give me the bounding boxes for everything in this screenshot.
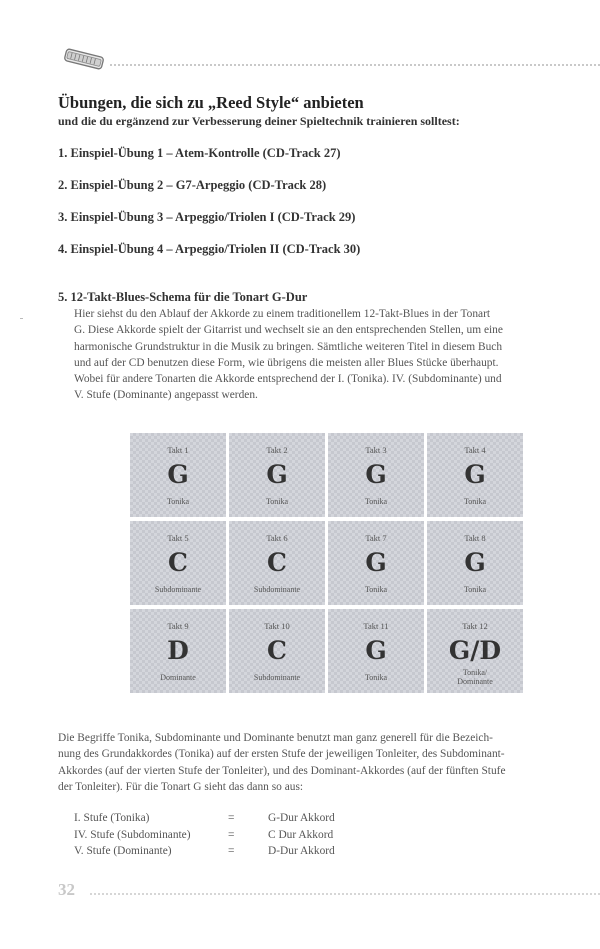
equals-sign: = bbox=[228, 812, 235, 824]
body-line: G. Diese Akkorde spielt der Gitarrist und wechselt sie an den entsprechenden Stellen, um eine bbox=[74, 324, 503, 337]
takt-label: Takt 2 bbox=[266, 445, 288, 455]
chord-function-line: Tonika/ bbox=[462, 668, 488, 677]
blues-chord-grid bbox=[130, 433, 525, 695]
exercise-item: 4. Einspiel-Übung 4 – Arpeggio/Triolen II (CD-Track 30) bbox=[58, 242, 361, 256]
body-line: harmonische Grundstruktur in die Musik zu bringen. Sämtliche weiteren Titel in diesem Buch bbox=[74, 340, 503, 353]
body-line: und auf der CD benutzen diese Form, wie übrigens die meisten aller Blues Stücke überhaupt. bbox=[74, 356, 499, 369]
chord-function: Tonika bbox=[265, 497, 289, 506]
chord-name: D bbox=[167, 636, 189, 665]
paragraph-line: der Tonleiter). Für die Tonart G sieht das dann so aus: bbox=[58, 780, 304, 793]
chord-name: G bbox=[464, 548, 486, 577]
chord-cell bbox=[130, 609, 226, 693]
chord-name: C bbox=[267, 636, 287, 665]
chord-function: Tonika bbox=[463, 497, 487, 506]
chord-cell bbox=[229, 433, 325, 517]
harmonica-icon bbox=[62, 48, 106, 70]
chord-function: Subdominante bbox=[154, 585, 202, 594]
takt-label: Takt 12 bbox=[462, 621, 488, 631]
stufe-chord: G-Dur Akkord bbox=[268, 812, 335, 824]
chord-cell bbox=[328, 433, 424, 517]
stufe-chord: C Dur Akkord bbox=[268, 828, 334, 841]
takt-label: Takt 7 bbox=[365, 533, 387, 543]
chord-cell bbox=[427, 433, 523, 517]
takt-label: Takt 11 bbox=[363, 621, 389, 631]
takt-label: Takt 5 bbox=[167, 533, 189, 543]
chord-function bbox=[427, 668, 523, 686]
chord-name: C bbox=[267, 548, 287, 577]
paragraph-line: Die Begriffe Tonika, Subdominante und Dominante benutzt man ganz generell für die Bezeich- bbox=[58, 732, 493, 744]
header-divider bbox=[110, 64, 600, 66]
stufe-label: I. Stufe (Tonika) bbox=[74, 812, 150, 824]
chord-function: Dominante bbox=[160, 673, 196, 682]
stufe-label: V. Stufe (Dominante) bbox=[74, 845, 172, 857]
chord-function: Subdominante bbox=[253, 673, 301, 682]
chord-name: G bbox=[464, 460, 486, 489]
stufe-label: IV. Stufe (Subdominante) bbox=[74, 828, 191, 841]
chord-name: G/D bbox=[448, 636, 502, 665]
takt-label: Takt 10 bbox=[264, 621, 290, 631]
equals-sign: = bbox=[228, 845, 235, 857]
chord-cell bbox=[229, 521, 325, 605]
chord-cell bbox=[229, 609, 325, 693]
equals-sign: = bbox=[228, 828, 235, 841]
chord-cell bbox=[130, 433, 226, 517]
explanation-paragraph bbox=[58, 730, 600, 795]
chord-function: Tonika bbox=[364, 585, 388, 594]
section-body bbox=[74, 306, 600, 404]
body-line: Hier siehst du den Ablauf der Akkorde zu einem traditionellem 12-Takt-Blues in der Tonart bbox=[74, 308, 491, 320]
chord-name: G bbox=[365, 636, 387, 665]
chord-name: G bbox=[167, 460, 189, 489]
chord-function: Tonika bbox=[166, 497, 190, 506]
chord-name: G bbox=[365, 548, 387, 577]
chord-cell bbox=[427, 521, 523, 605]
page-number: 32 bbox=[58, 880, 75, 899]
stufe-chord: D-Dur Akkord bbox=[268, 845, 335, 857]
takt-label: Takt 1 bbox=[167, 445, 189, 455]
chord-function-line: Dominante bbox=[457, 677, 493, 686]
takt-label: Takt 3 bbox=[365, 445, 387, 455]
exercise-item: 2. Einspiel-Übung 2 – G7-Arpeggio (CD-Track 28) bbox=[58, 178, 327, 192]
chord-function: Subdominante bbox=[253, 585, 301, 594]
chord-name: C bbox=[168, 548, 188, 577]
exercise-item: 3. Einspiel-Übung 3 – Arpeggio/Triolen I (CD-Track 29) bbox=[58, 210, 356, 224]
takt-label: Takt 4 bbox=[464, 445, 486, 455]
takt-label: Takt 6 bbox=[266, 533, 288, 543]
chord-cell bbox=[328, 521, 424, 605]
page-subheading: und die du ergänzend zur Verbesserung deiner Spieltechnik trainieren solltest: bbox=[58, 114, 460, 128]
chord-function: Tonika bbox=[364, 673, 388, 682]
page-heading: Übungen, die sich zu „Reed Style“ anbieten bbox=[58, 93, 364, 112]
exercise-item: 1. Einspiel-Übung 1 – Atem-Kontrolle (CD-Track 27) bbox=[58, 146, 341, 160]
chord-name: G bbox=[266, 460, 288, 489]
footer-divider bbox=[90, 893, 600, 895]
takt-label: Takt 8 bbox=[464, 533, 486, 543]
chord-cell bbox=[130, 521, 226, 605]
chord-cell bbox=[328, 609, 424, 693]
chord-function: Tonika bbox=[364, 497, 388, 506]
body-line: V. Stufe (Dominante) angepasst werden. bbox=[74, 389, 258, 402]
body-line: Wobei für andere Tonarten die Akkorde entsprechend der I. (Tonika). IV. (Subdominante) und bbox=[74, 373, 502, 386]
takt-label: Takt 9 bbox=[167, 621, 189, 631]
paragraph-line: Akkordes (auf der vierten Stufe der Tonleiter), und des Dominant-Akkordes (auf der fünften Stufe bbox=[58, 764, 506, 777]
section-title: 5. 12-Takt-Blues-Schema für die Tonart G-Dur bbox=[58, 290, 308, 304]
paragraph-line: nung des Grundakkordes (Tonika) auf der ersten Stufe der jeweiligen Tonleiter, des Subdominant- bbox=[58, 748, 505, 761]
chord-cell bbox=[427, 609, 523, 693]
chord-function: Tonika bbox=[463, 585, 487, 594]
margin-mark bbox=[20, 318, 23, 319]
chord-name: G bbox=[365, 460, 387, 489]
